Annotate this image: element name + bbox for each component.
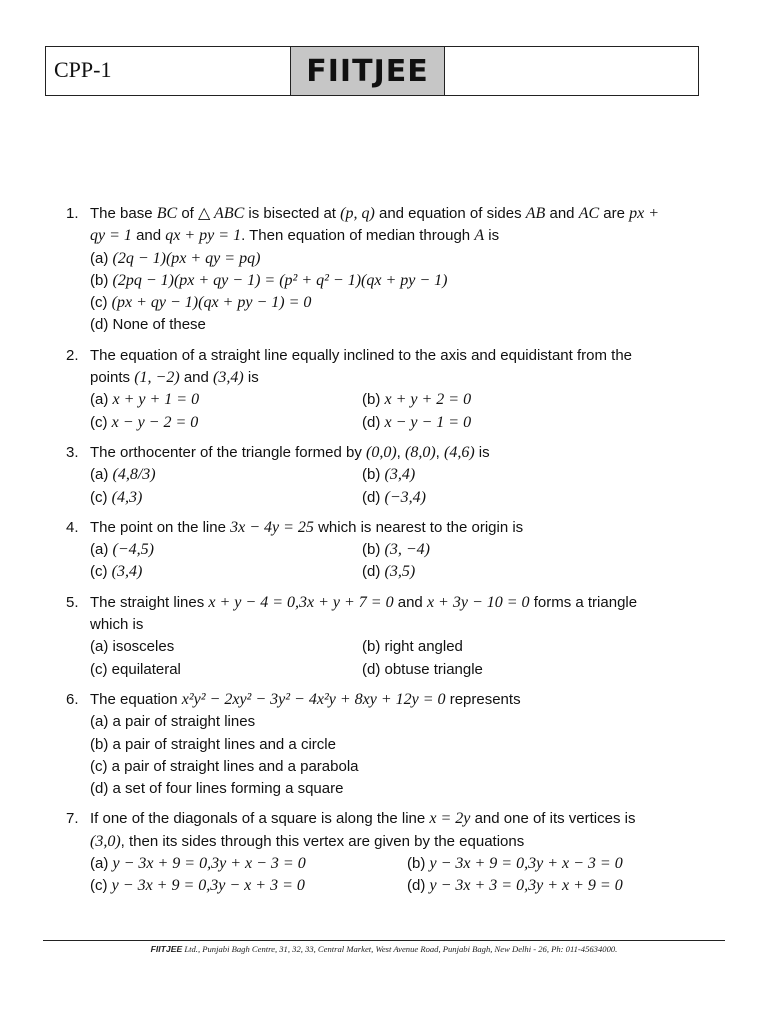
answer-option[interactable] [90,487,362,509]
footer-address [0,944,768,954]
option-label: (a) [90,855,113,873]
answer-option[interactable] [362,487,426,509]
stem-text: is [474,443,490,461]
option-label: (d) [362,660,385,678]
stem-text: . Then equation of median through [241,227,475,245]
option-math: (4,8/3) [112,466,156,484]
option-label: (c) [90,413,112,431]
math-expression: x = 2y [429,810,471,828]
answer-option[interactable] [90,734,726,756]
option-label: (d) [90,780,113,798]
answer-option[interactable] [90,875,407,897]
answer-option[interactable] [90,778,726,800]
stem-text: forms a triangle [529,593,638,611]
math-expression: qy = 1 [90,227,132,245]
question-6 [66,689,726,800]
question-2 [66,345,726,434]
option-text: obtuse triangle [384,660,483,678]
answer-option[interactable] [90,248,726,270]
stem-text: of [177,205,199,222]
answer-option[interactable] [362,659,483,681]
option-label: (d) [407,877,430,895]
question-stem [90,345,726,390]
option-label: (a) [90,466,113,484]
question-body [90,592,726,681]
option-math: y − 3x + 9 = 0,3y + x − 3 = 0 [112,855,306,873]
option-row [90,853,726,875]
question-stem [90,517,726,539]
question-stem [90,808,726,853]
option-text: a pair of straight lines and a circle [112,735,336,753]
option-math: (2pq − 1)(px + qy − 1) = (p² + q² − 1)(qx + py − 1) [112,271,448,289]
option-math: x + y + 2 = 0 [384,391,472,409]
question-list [66,203,726,906]
question-stem [90,203,726,248]
stem-text: and [179,369,214,387]
option-label: (c) [90,757,112,775]
answer-option[interactable] [90,270,726,292]
option-math: x + y + 1 = 0 [112,391,200,409]
stem-text: is [243,369,259,387]
answer-option[interactable] [362,412,471,434]
option-label: (b) [90,735,113,753]
stem-text: The base [90,205,157,222]
stem-text: The orthocenter of the triangle formed by [90,443,366,461]
math-expression: 3x − 4y = 25 [230,518,314,536]
math-expression: (8,0) [404,443,436,461]
option-math: (3,5) [384,563,416,581]
option-math: (3,4) [111,563,143,581]
question-number: 4. [66,518,79,536]
option-label: (d) [362,488,385,506]
option-label: (b) [362,638,385,656]
option-text: a pair of straight lines [112,713,256,731]
question-body [90,345,726,434]
option-label: (b) [407,855,430,873]
answer-option[interactable] [407,853,623,875]
stem-text: The equation of a straight line equally inclined to the axis and equidistant from the [90,346,633,364]
answer-option[interactable] [90,756,726,778]
stem-text: , [435,443,444,461]
option-math: (3, −4) [384,541,430,559]
option-math: (4,3) [111,488,143,506]
answer-option[interactable] [362,636,463,658]
option-text: None of these [112,316,206,334]
option-label: (c) [90,563,112,581]
question-stem [90,689,726,711]
option-label: (b) [362,541,385,559]
option-label: (c) [90,488,112,506]
option-row [90,659,726,681]
option-label: (c) [90,660,112,678]
option-label: (a) [90,638,113,656]
stem-text: and [545,205,579,222]
stem-text: If one of the diagonals of a square is along the line [90,810,430,828]
math-expression: AC [578,205,600,222]
math-expression: x + y − 4 = 0,3x + y + 7 = 0 [208,593,394,611]
stem-text: is [484,227,500,245]
math-expression: x²y² − 2xy² − 3y² − 4x²y + 8xy + 12y = 0 [181,690,446,708]
question-body [90,689,726,800]
stem-text: and [131,227,166,245]
option-math: (3,4) [384,466,416,484]
stem-text: , then its sides through this vertex are given by the equations [120,832,525,850]
math-expression: BC [156,205,178,222]
stem-text: The point on the line [90,518,231,536]
question-7 [66,808,726,897]
option-row [90,464,726,486]
answer-option[interactable] [90,659,362,681]
question-number: 2. [66,346,79,364]
math-expression: A [474,227,485,245]
option-math: x − y − 2 = 0 [111,413,199,431]
answer-option[interactable] [362,539,430,561]
question-stem [90,442,726,464]
question-body [90,517,726,584]
question-body [90,203,726,337]
answer-option[interactable] [90,292,726,314]
math-expression: px + [629,205,660,222]
question-number: 6. [66,690,79,708]
math-expression: (p, q) [340,205,375,222]
math-expression: x + 3y − 10 = 0 [426,593,530,611]
answer-option[interactable] [407,875,623,897]
question-number: 3. [66,443,79,461]
question-number: 1. [66,205,79,222]
stem-text: is bisected at [244,205,341,222]
answer-option[interactable] [90,561,362,583]
option-text: a pair of straight lines and a parabola [111,757,359,775]
option-row [90,636,726,658]
answer-option[interactable] [90,464,362,486]
brand-logo: FIITJEE [291,47,445,95]
stem-text: points [90,369,135,387]
answer-option[interactable] [362,464,415,486]
math-expression: (3,4) [213,369,244,387]
answer-option[interactable] [362,561,415,583]
option-row [90,412,726,434]
stem-text: and one of its vertices is [470,810,636,828]
math-expression: △ ABC [198,205,245,222]
option-math: y − 3x + 3 = 0,3y + x + 9 = 0 [429,877,623,895]
math-expression: (4,6) [443,443,475,461]
question-body [90,442,726,509]
header-table [45,46,699,96]
option-text: equilateral [111,660,181,678]
option-label: (a) [90,713,113,731]
math-expression: qx + py = 1 [165,227,242,245]
stem-text: , [396,443,405,461]
stem-text: represents [445,690,521,708]
option-row [90,389,726,411]
answer-option[interactable] [362,389,471,411]
option-math: y − 3x + 9 = 0,3y + x − 3 = 0 [429,855,623,873]
answer-option[interactable] [90,539,362,561]
answer-option[interactable] [90,389,362,411]
math-expression: (1, −2) [134,369,180,387]
option-row [90,539,726,561]
question-4 [66,517,726,584]
option-label: (d) [90,316,113,334]
header-blank-cell [445,47,698,95]
answer-option[interactable] [90,636,362,658]
option-text: isosceles [112,638,175,656]
option-row [90,875,726,897]
stem-text: which is [90,616,144,634]
option-text: right angled [384,638,463,656]
option-label: (d) [362,563,385,581]
option-label: (b) [362,466,385,484]
option-label: (b) [90,271,113,289]
option-label: (a) [90,391,113,409]
question-3 [66,442,726,509]
answer-option[interactable] [90,853,407,875]
question-stem [90,592,726,637]
option-row [90,561,726,583]
answer-option[interactable] [90,412,362,434]
option-math: (px + qy − 1)(qx + py − 1) = 0 [111,294,312,312]
question-body [90,808,726,897]
option-label: (b) [362,391,385,409]
footer-divider [43,940,725,941]
footer-brand: FIITJEE [150,944,183,954]
stem-text: The equation [90,690,182,708]
option-label: (a) [90,249,113,267]
math-expression: (0,0) [365,443,397,461]
stem-text: and equation of sides [374,205,526,222]
option-label: (a) [90,541,113,559]
question-number: 7. [66,810,79,828]
option-math: (−3,4) [384,488,426,506]
footer-address-text: Ltd., Punjabi Bagh Centre, 31, 32, 33, Central Market, West Avenue Road, Punjabi Bagh, New Delhi - 26, Ph: 011-45634000. [182,944,618,954]
question-number: 5. [66,593,79,611]
stem-text: are [599,205,630,222]
math-expression: AB [525,205,546,222]
option-row [90,487,726,509]
question-1 [66,203,726,337]
option-math: (−4,5) [112,541,154,559]
sheet-code: CPP-1 [46,47,291,95]
answer-option[interactable] [90,711,726,733]
stem-text: and [393,593,427,611]
option-label: (c) [90,877,112,895]
option-label: (d) [362,413,385,431]
option-label: (c) [90,294,112,312]
question-5 [66,592,726,681]
option-text: a set of four lines forming a square [112,780,344,798]
option-math: (2q − 1)(px + qy = pq) [112,249,261,267]
option-math: x − y − 1 = 0 [384,413,472,431]
math-expression: (3,0) [90,832,121,850]
answer-option[interactable] [90,314,726,336]
stem-text: The straight lines [90,593,209,611]
stem-text: which is nearest to the origin is [313,518,524,536]
option-math: y − 3x + 9 = 0,3y − x + 3 = 0 [111,877,305,895]
